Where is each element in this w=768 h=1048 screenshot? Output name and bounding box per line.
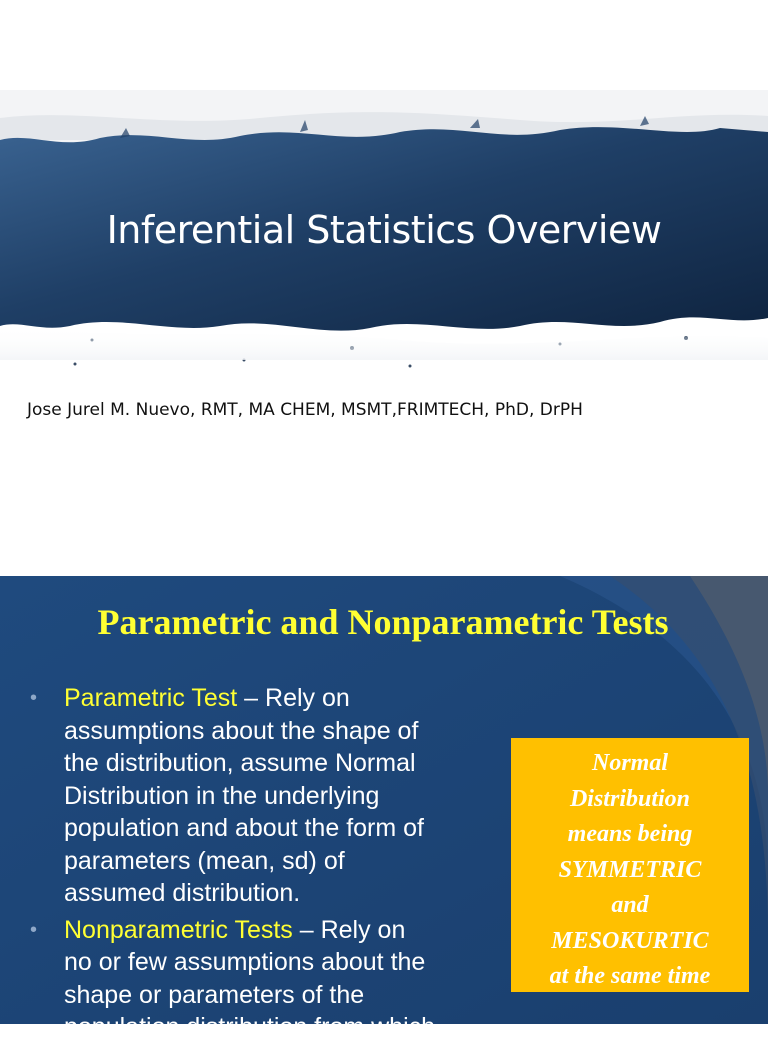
normal-distribution-callout <box>511 738 749 992</box>
callout-line: SYMMETRIC <box>558 856 702 883</box>
callout-line: Normal <box>591 750 668 776</box>
bullet-text-line: assumptions about the shape of <box>64 716 419 745</box>
bullet-text-line: Distribution in the underlying <box>64 781 380 810</box>
bullet-text-line: – Rely on <box>237 684 350 712</box>
bullet-text-line: population distribution from which <box>64 1013 436 1041</box>
bullet-icon: • <box>30 918 38 941</box>
presentation-title: Inferential Statistics Overview <box>106 208 662 252</box>
bullet-text-line: population and about the form of <box>64 814 424 842</box>
bullet-nonparametric <box>30 914 510 1044</box>
callout-line: Distribution <box>569 785 691 812</box>
callout-line: MESOKURTIC <box>551 927 709 954</box>
bullet-icon: • <box>30 687 38 709</box>
term-nonparametric: Nonparametric Tests <box>64 915 293 944</box>
bullet-text-line: the distribution, assume Normal <box>64 749 416 777</box>
bullet-text-line: shape or parameters of the <box>64 980 365 1009</box>
bullet-text-line: – Rely on <box>292 915 406 944</box>
term-parametric: Parametric Test <box>64 684 238 712</box>
bullet-list <box>30 682 510 1048</box>
callout-line: at the same time <box>549 963 711 989</box>
bullet-text-line: assumed distribution. <box>64 879 301 907</box>
bullet-text-line: no or few assumptions about the <box>64 948 426 976</box>
content-slide <box>0 576 768 1041</box>
author-line: Jose Jurel M. Nuevo, RMT, MA CHEM, MSMT,FRIMTECH, PhD, DrPH <box>27 400 583 420</box>
callout-line: means being <box>567 821 693 847</box>
bullet-text-line: parameters (mean, sd) of <box>64 846 345 875</box>
callout-line: and <box>611 892 649 918</box>
slide-title: Parametric and Nonparametric Tests <box>97 602 669 642</box>
bullet-parametric <box>30 682 510 910</box>
